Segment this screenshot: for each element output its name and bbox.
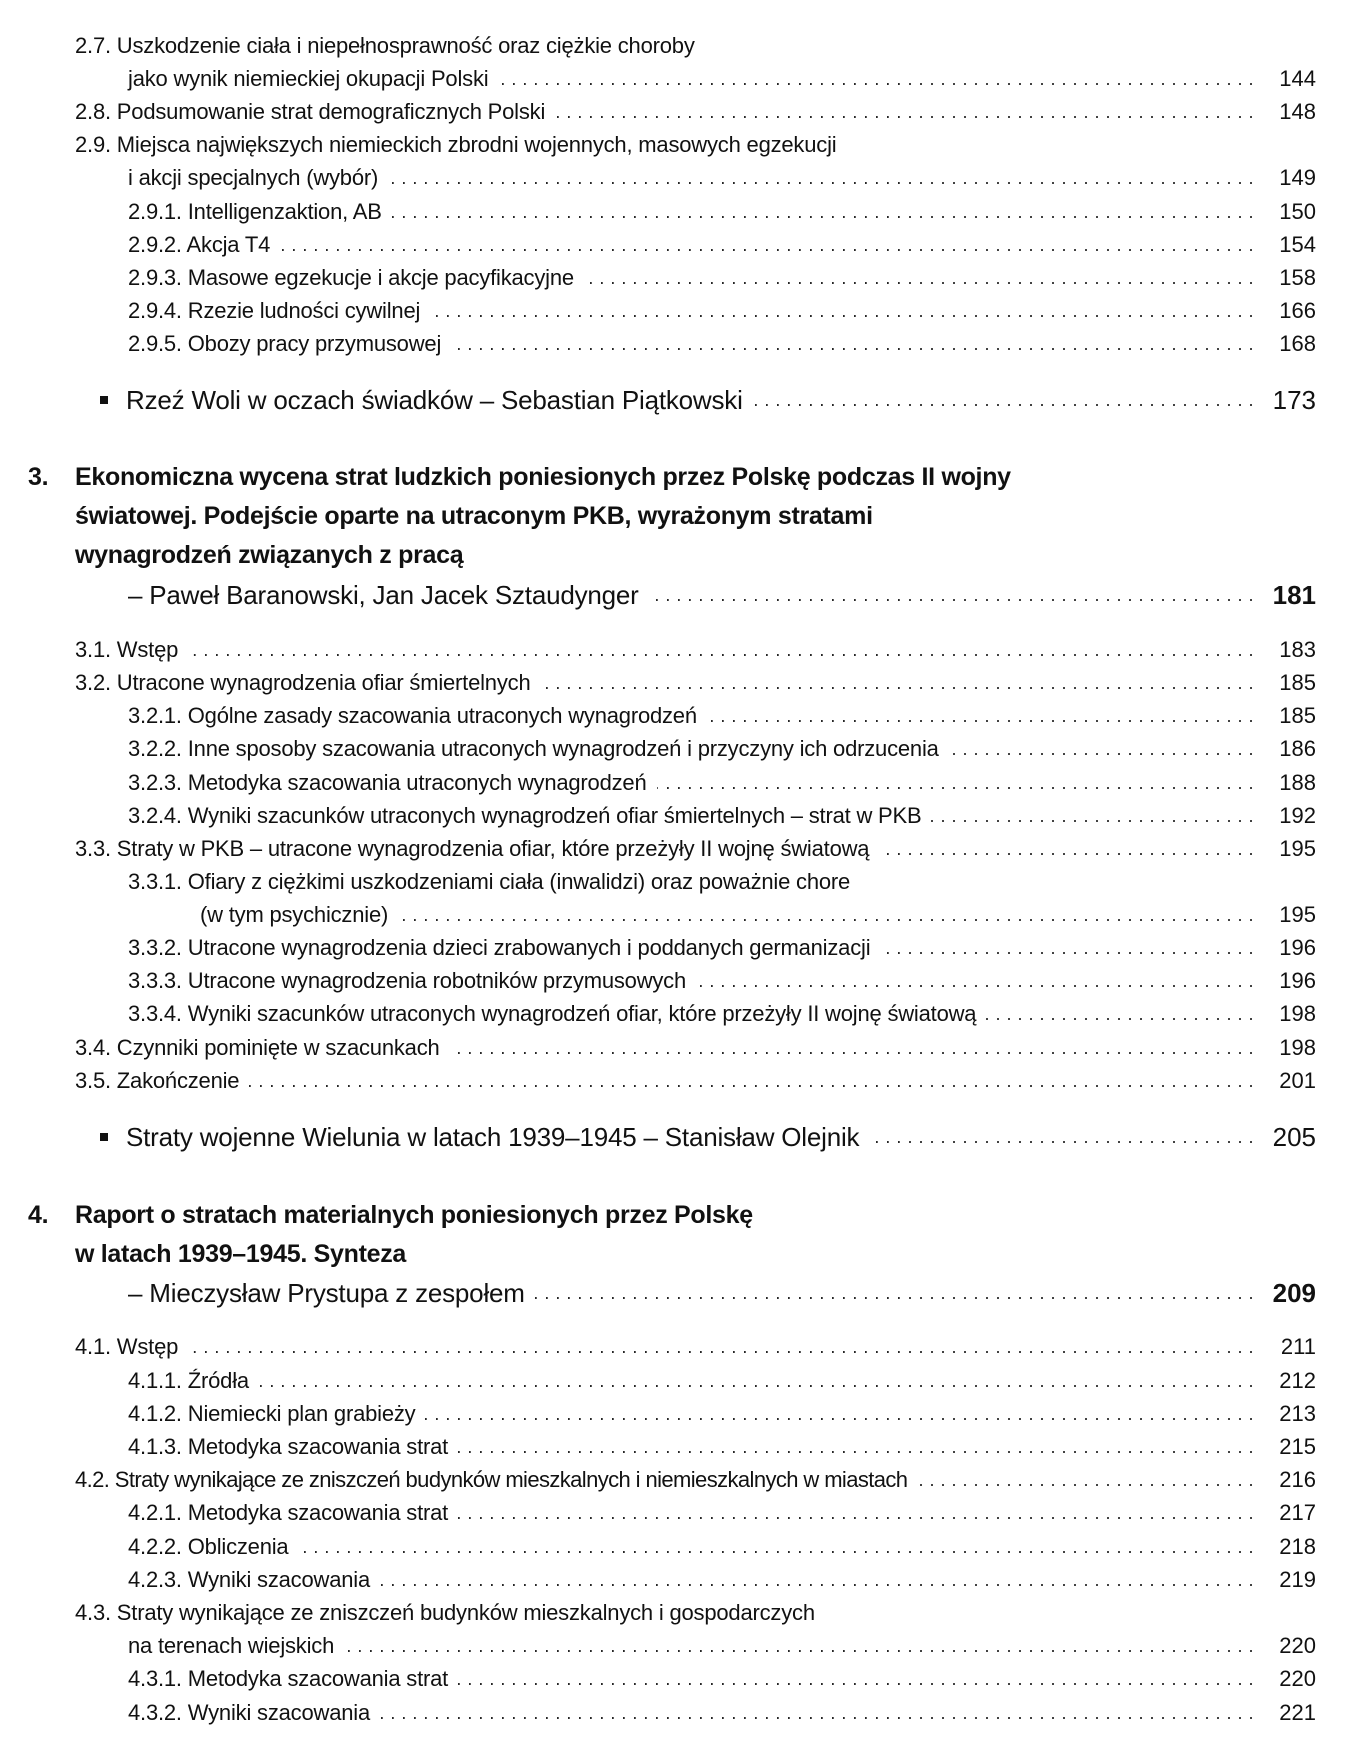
entry-label: 2.9.3. Masowe egzekucje i akcje pacyfikacyjne: [128, 264, 574, 290]
entry-label: 2.9.5. Obozy pracy przymusowej: [128, 330, 442, 356]
entry-label: 4.2.2. Obliczenia: [128, 1533, 289, 1559]
entry-label: 3.1. Wstęp: [75, 636, 179, 662]
page-number: 209: [1272, 1277, 1316, 1308]
toc-entry-3-2[interactable]: [0, 666, 1370, 699]
toc-entry-2-9-5[interactable]: [0, 327, 1370, 360]
dot-leader: [931, 805, 1254, 827]
dot-leader: [188, 1336, 1254, 1358]
chapter-number: 3.: [28, 463, 49, 491]
entry-label-continuation: (w tym psychicznie): [200, 901, 389, 927]
dot-leader: [259, 1370, 1254, 1392]
page-number: 183: [1279, 636, 1316, 662]
page-number: 211: [1280, 1333, 1316, 1359]
dot-leader: [986, 1003, 1254, 1025]
entry-label: 3.4. Czynniki pominięte w szacunkach: [75, 1034, 440, 1060]
page-number: 185: [1279, 669, 1316, 695]
chapter-4-author-line[interactable]: [0, 1273, 1370, 1313]
chapter-3-author-line[interactable]: [0, 575, 1370, 615]
toc-entry-4-1[interactable]: [0, 1330, 1370, 1363]
page-number: 188: [1279, 769, 1316, 795]
toc-entry-3-3-1[interactable]: [0, 865, 1370, 898]
chapter-author: – Paweł Baranowski, Jan Jacek Sztaudynger: [128, 579, 639, 610]
entry-label: 4.3.1. Metodyka szacowania strat: [128, 1665, 449, 1691]
entry-label: 4.3. Straty wynikające ze zniszczeń budynków mieszkalnych i gospodarczych: [75, 1599, 815, 1625]
page-number: 221: [1279, 1699, 1316, 1725]
toc-entry-2-7-cont[interactable]: [0, 62, 1370, 95]
dot-leader: [188, 639, 1254, 661]
page-number: 185: [1279, 702, 1316, 728]
toc-entry-3-2-3[interactable]: [0, 766, 1370, 799]
page-number: 158: [1279, 264, 1316, 290]
page-number: 196: [1279, 967, 1316, 993]
chapter-title-line: światowej. Podejście oparte na utraconym PKB, wyrażonym stratami: [75, 502, 873, 530]
entry-label-continuation: na terenach wiejskich: [128, 1632, 335, 1658]
dot-leader: [707, 705, 1254, 727]
entry-label: 3.3.3. Utracone wynagrodzenia robotników przymusowych: [128, 967, 687, 993]
page-number: 217: [1279, 1499, 1316, 1525]
entry-label: 2.9. Miejsca największych niemieckich zbrodni wojennych, masowych egzekucji: [75, 131, 837, 157]
chapter-author: – Mieczysław Prystupa z zespołem: [128, 1277, 525, 1308]
chapter-title-line: Ekonomiczna wycena strat ludzkich poniesionych przez Polskę podczas II wojny: [75, 463, 1011, 491]
page-number: 196: [1279, 934, 1316, 960]
page-number: 198: [1279, 1034, 1316, 1060]
entry-label: 2.9.4. Rzezie ludności cywilnej: [128, 297, 421, 323]
toc-entry-3-2-2[interactable]: [0, 732, 1370, 765]
dot-leader: [657, 772, 1254, 794]
entry-label: 4.1.1. Źródła: [128, 1367, 249, 1393]
toc-entry-2-9[interactable]: [0, 128, 1370, 161]
chapter-4-heading-line-2: [0, 1235, 1370, 1274]
dot-leader: [869, 1126, 1254, 1148]
toc-entry-3-3-2[interactable]: [0, 931, 1370, 964]
toc-entry-4-3-1[interactable]: [0, 1662, 1370, 1695]
entry-label: 4.2. Straty wynikające ze zniszczeń budynków mieszkalnych i niemieszkalnych w miastach: [75, 1466, 908, 1492]
entry-label: 3.3.1. Ofiary z ciężkimi uszkodzeniami ciała (inwalidzi) oraz poważnie chore: [128, 868, 851, 894]
dot-leader: [280, 234, 1254, 256]
page-number: 148: [1279, 98, 1316, 124]
entry-label: 2.7. Uszkodzenie ciała i niepełnosprawność oraz ciężkie choroby: [75, 32, 695, 58]
square-bullet-icon: [100, 1133, 108, 1141]
entry-label: 3.2. Utracone wynagrodzenia ofiar śmiertelnych: [75, 669, 531, 695]
page-number: 198: [1279, 1000, 1316, 1026]
dot-leader: [584, 267, 1254, 289]
dot-leader: [458, 1436, 1254, 1458]
page-number: 186: [1279, 735, 1316, 761]
chapter-title-line: w latach 1939–1945. Synteza: [75, 1240, 406, 1268]
chapter-3-heading-line-1[interactable]: [0, 458, 1370, 497]
page-number: 215: [1279, 1433, 1316, 1459]
entry-label: 3.3. Straty w PKB – utracone wynagrodzenia ofiar, które przeżyły II wojnę światową: [75, 835, 870, 861]
dot-leader: [649, 584, 1254, 606]
toc-entry-3-3-4[interactable]: [0, 997, 1370, 1030]
dot-leader: [458, 1502, 1254, 1524]
dot-leader: [917, 1469, 1254, 1491]
toc-entry-4-1-2[interactable]: [0, 1397, 1370, 1430]
page-number: 149: [1279, 164, 1316, 190]
page-number: 219: [1279, 1566, 1316, 1592]
page-number: 154: [1279, 231, 1316, 257]
toc-entry-3-4[interactable]: [0, 1031, 1370, 1064]
entry-label: Rzeź Woli w oczach świadków – Sebastian Piątkowski: [126, 384, 743, 415]
dot-leader: [949, 738, 1254, 760]
toc-entry-4-2[interactable]: [0, 1463, 1370, 1496]
insert-label-wrap: [100, 385, 743, 416]
dot-leader: [430, 300, 1254, 322]
toc-entry-3-2-1[interactable]: [0, 699, 1370, 732]
entry-label: 3.2.2. Inne sposoby szacowania utraconych wynagrodzeń i przyczyny ich odrzucenia: [128, 735, 939, 761]
toc-entry-2-9-3[interactable]: [0, 261, 1370, 294]
dot-leader: [753, 389, 1254, 411]
page-number: 166: [1279, 297, 1316, 323]
dot-leader: [540, 672, 1254, 694]
toc-entry-3-1[interactable]: [0, 633, 1370, 666]
toc-entry-2-8[interactable]: [0, 95, 1370, 128]
entry-label: 4.2.3. Wyniki szacowania: [128, 1566, 371, 1592]
page-number: 168: [1279, 330, 1316, 356]
page-number: 144: [1279, 65, 1316, 91]
entry-label: 3.2.4. Wyniki szacunków utraconych wynagrodzeń ofiar śmiertelnych – strat w PKB: [128, 802, 922, 828]
dot-leader: [249, 1070, 1254, 1092]
entry-label: 4.2.1. Metodyka szacowania strat: [128, 1499, 449, 1525]
page-number: 195: [1279, 835, 1316, 861]
entry-label: 2.9.1. Intelligenzaktion, AB: [128, 198, 382, 224]
toc-entry-4-2-3[interactable]: [0, 1563, 1370, 1596]
page-number: 213: [1279, 1400, 1316, 1426]
toc-entry-4-3[interactable]: [0, 1596, 1370, 1629]
toc-entry-3-3-1-cont[interactable]: [0, 898, 1370, 931]
dot-leader: [425, 1403, 1254, 1425]
page-number: 173: [1272, 384, 1316, 415]
dot-leader: [392, 201, 1254, 223]
entry-label: 4.1.2. Niemiecki plan grabieży: [128, 1400, 416, 1426]
dot-leader: [380, 1702, 1254, 1724]
dot-leader: [388, 167, 1254, 189]
entry-label: 3.3.4. Wyniki szacunków utraconych wynagrodzeń ofiar, które przeżyły II wojnę światową: [128, 1000, 977, 1026]
chapter-4-heading-line-1[interactable]: [0, 1196, 1370, 1235]
toc-entry-4-1-1[interactable]: [0, 1364, 1370, 1397]
toc-entry-4-1-3[interactable]: [0, 1430, 1370, 1463]
page-number: 195: [1279, 901, 1316, 927]
toc-insert-rzez-woli[interactable]: [0, 380, 1370, 420]
page-number: 192: [1279, 802, 1316, 828]
dot-leader: [451, 333, 1254, 355]
dot-leader: [880, 937, 1254, 959]
page-number: 150: [1279, 198, 1316, 224]
toc-entry-4-3-cont[interactable]: [0, 1629, 1370, 1662]
page-number: 220: [1279, 1665, 1316, 1691]
chapter-title-line: wynagrodzeń związanych z pracą: [75, 541, 464, 569]
entry-label-continuation: i akcji specjalnych (wybór): [128, 164, 379, 190]
dot-leader: [696, 970, 1254, 992]
square-bullet-icon: [100, 396, 108, 404]
page-number: 201: [1279, 1067, 1316, 1093]
toc-entry-2-9-2[interactable]: [0, 228, 1370, 261]
toc-entry-3-2-4[interactable]: [0, 799, 1370, 832]
toc-insert-wielun[interactable]: [0, 1117, 1370, 1157]
dot-leader: [380, 1569, 1254, 1591]
toc-entry-3-5[interactable]: [0, 1064, 1370, 1097]
dot-leader: [458, 1668, 1254, 1690]
toc-entry-4-3-2[interactable]: [0, 1696, 1370, 1729]
entry-label: 2.8. Podsumowanie strat demograficznych Polski: [75, 98, 546, 124]
page-number: 181: [1272, 579, 1316, 610]
entry-label: 2.9.2. Akcja T4: [128, 231, 271, 257]
chapter-3-heading-line-2: [0, 497, 1370, 536]
page-number: 205: [1272, 1121, 1316, 1152]
entry-label: 4.3.2. Wyniki szacowania: [128, 1699, 371, 1725]
dot-leader: [879, 838, 1254, 860]
entry-label: 3.5. Zakończenie: [75, 1067, 240, 1093]
entry-label-continuation: jako wynik niemieckiej okupacji Polski: [128, 65, 489, 91]
page-number: 216: [1279, 1466, 1316, 1492]
dot-leader: [555, 101, 1254, 123]
dot-leader: [298, 1536, 1254, 1558]
page-number: 212: [1279, 1367, 1316, 1393]
entry-label: 3.3.2. Utracone wynagrodzenia dzieci zrabowanych i poddanych germanizacji: [128, 934, 871, 960]
dot-leader: [498, 68, 1254, 90]
dot-leader: [450, 1037, 1254, 1059]
entry-label: 3.2.3. Metodyka szacowania utraconych wynagrodzeń: [128, 769, 647, 795]
insert-label-wrap: [100, 1122, 859, 1153]
dot-leader: [344, 1635, 1254, 1657]
toc-entry-4-2-1[interactable]: [0, 1496, 1370, 1529]
toc-entry-4-2-2[interactable]: [0, 1530, 1370, 1563]
toc-entry-2-9-cont[interactable]: [0, 161, 1370, 194]
page-number: 220: [1279, 1632, 1316, 1658]
entry-label: 4.1. Wstęp: [75, 1333, 179, 1359]
page-number: 218: [1279, 1533, 1316, 1559]
entry-label: Straty wojenne Wielunia w latach 1939–1945 – Stanisław Olejnik: [126, 1121, 860, 1152]
toc-entry-2-9-1[interactable]: [0, 195, 1370, 228]
toc-entry-3-3[interactable]: [0, 832, 1370, 865]
chapter-number: 4.: [28, 1201, 49, 1229]
dot-leader: [535, 1282, 1254, 1304]
entry-label: 3.2.1. Ogólne zasady szacowania utraconych wynagrodzeń: [128, 702, 697, 728]
chapter-title-line: Raport o stratach materialnych poniesionych przez Polskę: [75, 1201, 753, 1229]
toc-entry-2-7[interactable]: [0, 29, 1370, 62]
chapter-3-heading-line-3: [0, 536, 1370, 575]
dot-leader: [398, 904, 1254, 926]
entry-label: 4.1.3. Metodyka szacowania strat: [128, 1433, 449, 1459]
toc-entry-2-9-4[interactable]: [0, 294, 1370, 327]
toc-entry-3-3-3[interactable]: [0, 964, 1370, 997]
